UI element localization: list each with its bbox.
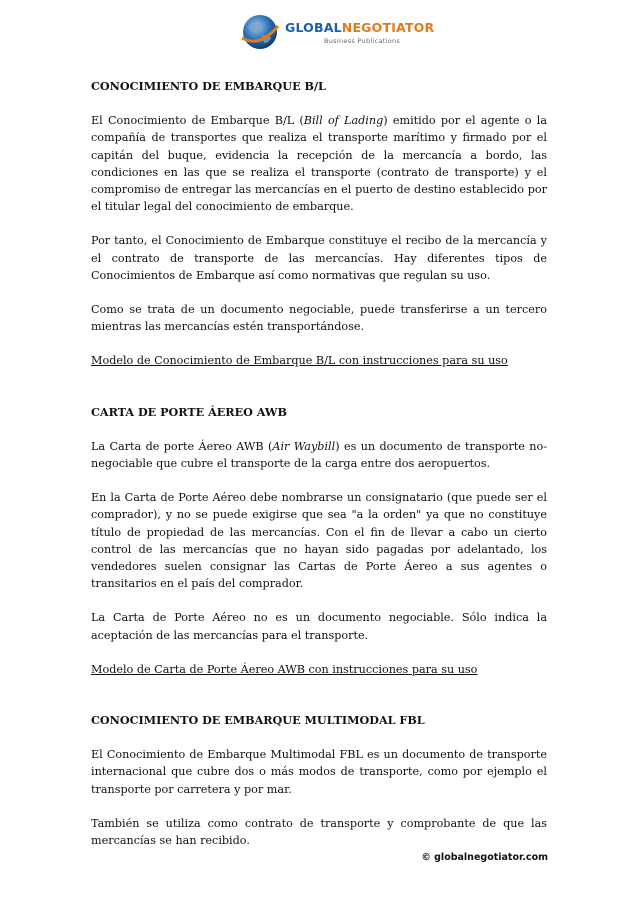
- awb-model-link[interactable]: Modelo de Carta de Porte Áereo AWB con instrucciones para su uso: [91, 662, 478, 676]
- awb-paragraph-3: La Carta de Porte Aéreo no es un documento negociable. Sólo indica la aceptación de las mercancías para el transporte.: [91, 611, 547, 642]
- globe-icon: [240, 12, 280, 52]
- bl-model-link[interactable]: Modelo de Conocimiento de Embarque B/L con instrucciones para su uso: [91, 354, 508, 368]
- document-body: [91, 78, 547, 849]
- bl-p1-pre: El Conocimiento de Embarque B/L (: [91, 114, 304, 128]
- awb-p1-italic: Air Waybill: [272, 439, 336, 453]
- footer-copyright: © globalnegotiator.com: [421, 852, 548, 863]
- fbl-paragraph-2: También se utiliza como contrato de transporte y comprobante de que las mercancías se han recibido.: [91, 816, 547, 848]
- awb-p1-pre: La Carta de porte Áereo AWB (: [91, 439, 273, 453]
- bl-paragraph-3: Como se trata de un documento negociable, puede transferirse a un tercero mientras las mercancías estén transportándose.: [91, 303, 547, 334]
- awb-paragraph-1: [91, 438, 547, 472]
- globalnegotiator-logo: [240, 10, 435, 54]
- heading-awb: CARTA DE PORTE ÁEREO AWB: [91, 404, 287, 419]
- brand-part-global: GLOBAL: [285, 20, 342, 35]
- awb-paragraph-2: En la Carta de Porte Aéreo debe nombrarse un consignatario (que puede ser el comprador), y no se puede exigirse que sea "a la orden" ya que no constituye título de propiedad de las mercancías. Con el fin de llevar a cabo un cierto control de las mercancías que no hayan sido pagadas por adelantado, los vendedores suelen consignar las Cartas de Porte Áereo a sus agentes o transitarios en el país del comprador.: [91, 491, 547, 591]
- brand-subtitle: Business Publications: [324, 37, 401, 45]
- brand-name: [285, 20, 434, 35]
- heading-fbl: CONOCIMIENTO DE EMBARQUE MULTIMODAL FBL: [91, 713, 425, 728]
- bl-p1-post: ) emitido por el agente o la compañía de transportes que realiza el transporte marítimo y firmado por el capitán del buque, evidencia la recepción de la mercancía a bordo, las condiciones en las que se realiza el transporte (contrato de transporte) y el compromiso de entregar las mercancías en el puerto de destino establecido por el titular legal del conocimiento de embarque.: [91, 114, 548, 214]
- brand-part-negotiator: NEGOTIATOR: [341, 20, 435, 35]
- heading-bl: CONOCIMIENTO DE EMBARQUE B/L: [91, 79, 326, 93]
- bl-paragraph-1: [91, 112, 547, 215]
- bl-p1-italic: Bill of Lading: [303, 114, 384, 128]
- bl-paragraph-2: Por tanto, el Conocimiento de Embarque constituye el recibo de la mercancía y el contrato de transporte de las mercancías. Hay diferentes tipos de Conocimientos de Embarque así como normativas que regulan su uso.: [91, 234, 547, 282]
- awb-p1-post: ) es un documento de transporte no-negociable que cubre el transporte de la carga entre dos aeropuertos.: [91, 439, 547, 471]
- fbl-paragraph-1: El Conocimiento de Embarque Multimodal FBL es un documento de transporte internacional que cubre dos o más modos de transporte, como por ejemplo el transporte por carretera y por mar.: [91, 748, 547, 796]
